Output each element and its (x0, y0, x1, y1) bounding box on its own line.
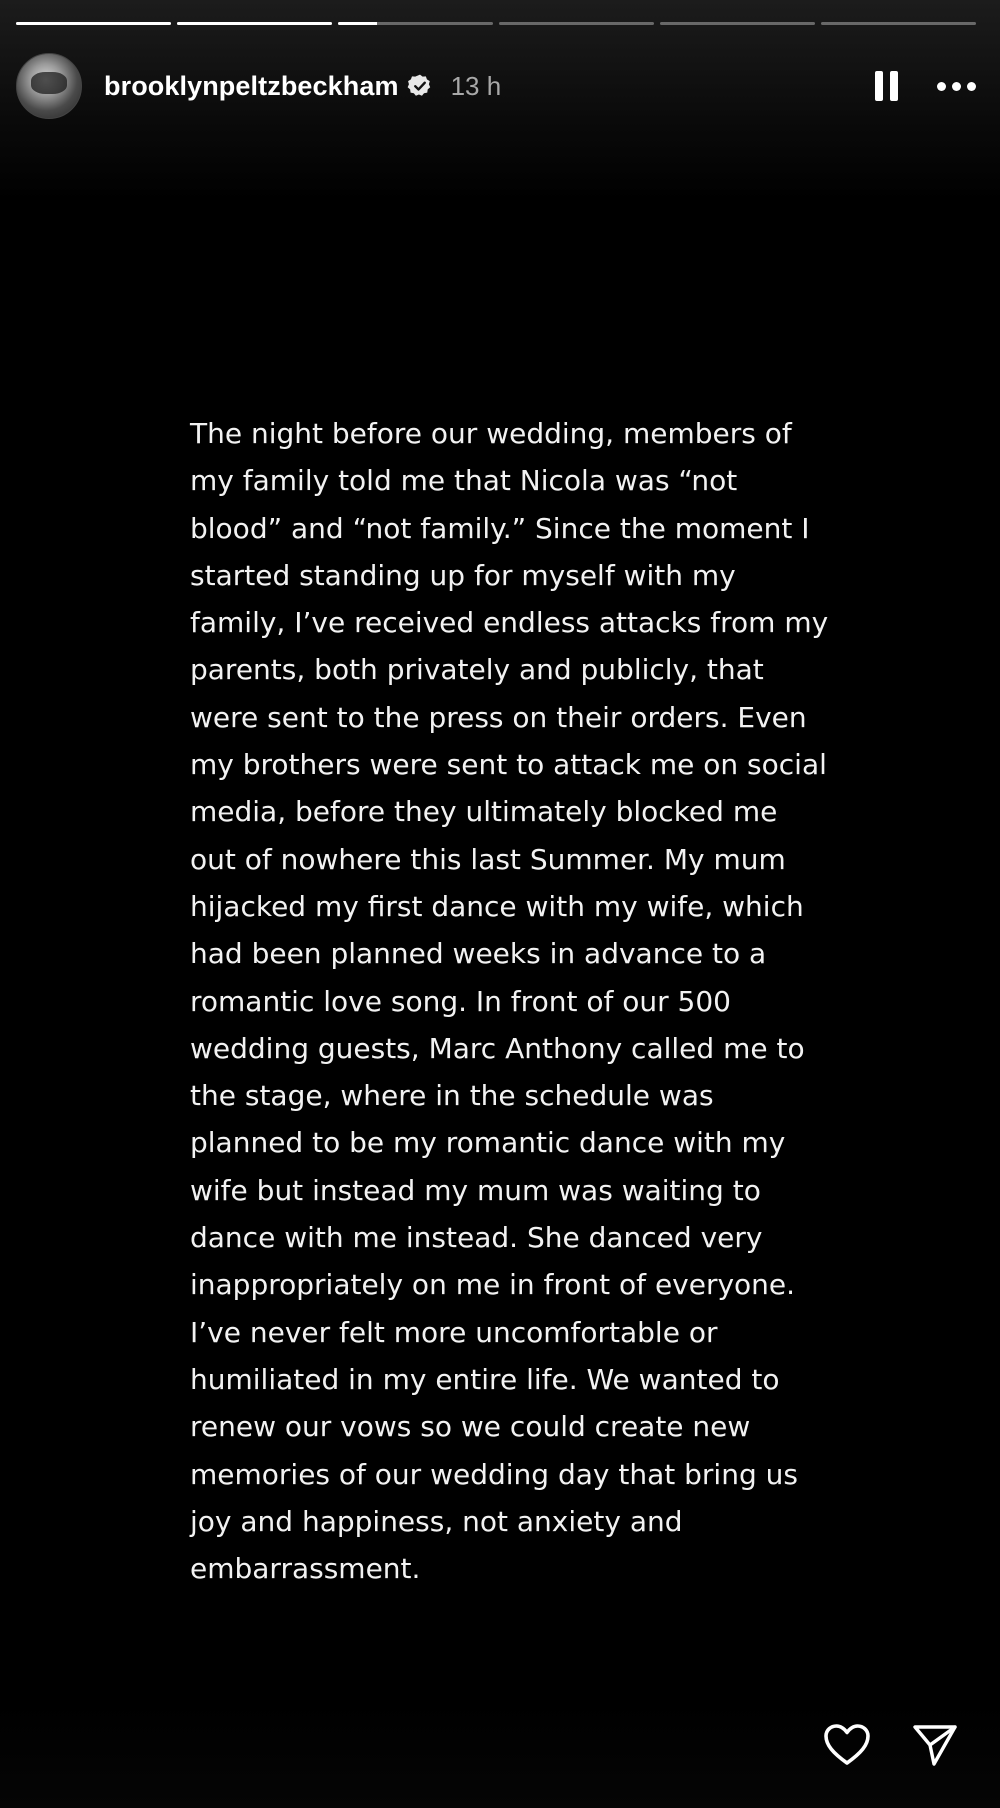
story-header (16, 50, 984, 122)
heart-icon[interactable] (822, 1720, 872, 1770)
progress-segment (16, 22, 171, 25)
verified-badge-icon (407, 73, 433, 99)
progress-fill (177, 22, 332, 25)
pause-icon[interactable] (875, 71, 899, 101)
avatar[interactable] (16, 53, 82, 119)
username[interactable]: brooklynpeltzbeckham (104, 70, 399, 101)
progress-segment (821, 22, 976, 25)
progress-fill (16, 22, 171, 25)
story-progress-bar (16, 22, 976, 26)
send-icon[interactable] (910, 1720, 960, 1770)
progress-segment (660, 22, 815, 25)
story-text: The night before our wedding, members of my family told me that Nicola was “not blood” and “not family.” Since the moment I started standing up for myself with my family, I’ve received endless attacks from my parents, both privately and publicly, that were sent to the press on their orders. Even my brothers were sent to attack me on social media, before they ultimately blocked me out of nowhere this last Summer. My mum hijacked my first dance with my wife, which had been planned weeks in advance to a romantic love song. In front of our 500 wedding guests, Marc Anthony called me to the stage, where in the schedule was planned to be my romantic dance with my wife but instead my mum was waiting to dance with me instead. She danced very inappropriately on me in front of everyone. I’ve never felt more uncomfortable or humiliated in my entire life. We wanted to renew our vows so we could create new memories of our wedding day that bring us joy and happiness, not anxiety and embarrassment. (190, 417, 829, 1586)
more-options-icon[interactable] (937, 71, 976, 101)
story-actions (822, 1720, 960, 1770)
progress-segment (338, 22, 493, 25)
progress-segment (177, 22, 332, 25)
progress-fill (338, 22, 377, 25)
progress-segment (499, 22, 654, 25)
header-controls (875, 71, 984, 101)
post-time: 13 h (450, 70, 502, 101)
